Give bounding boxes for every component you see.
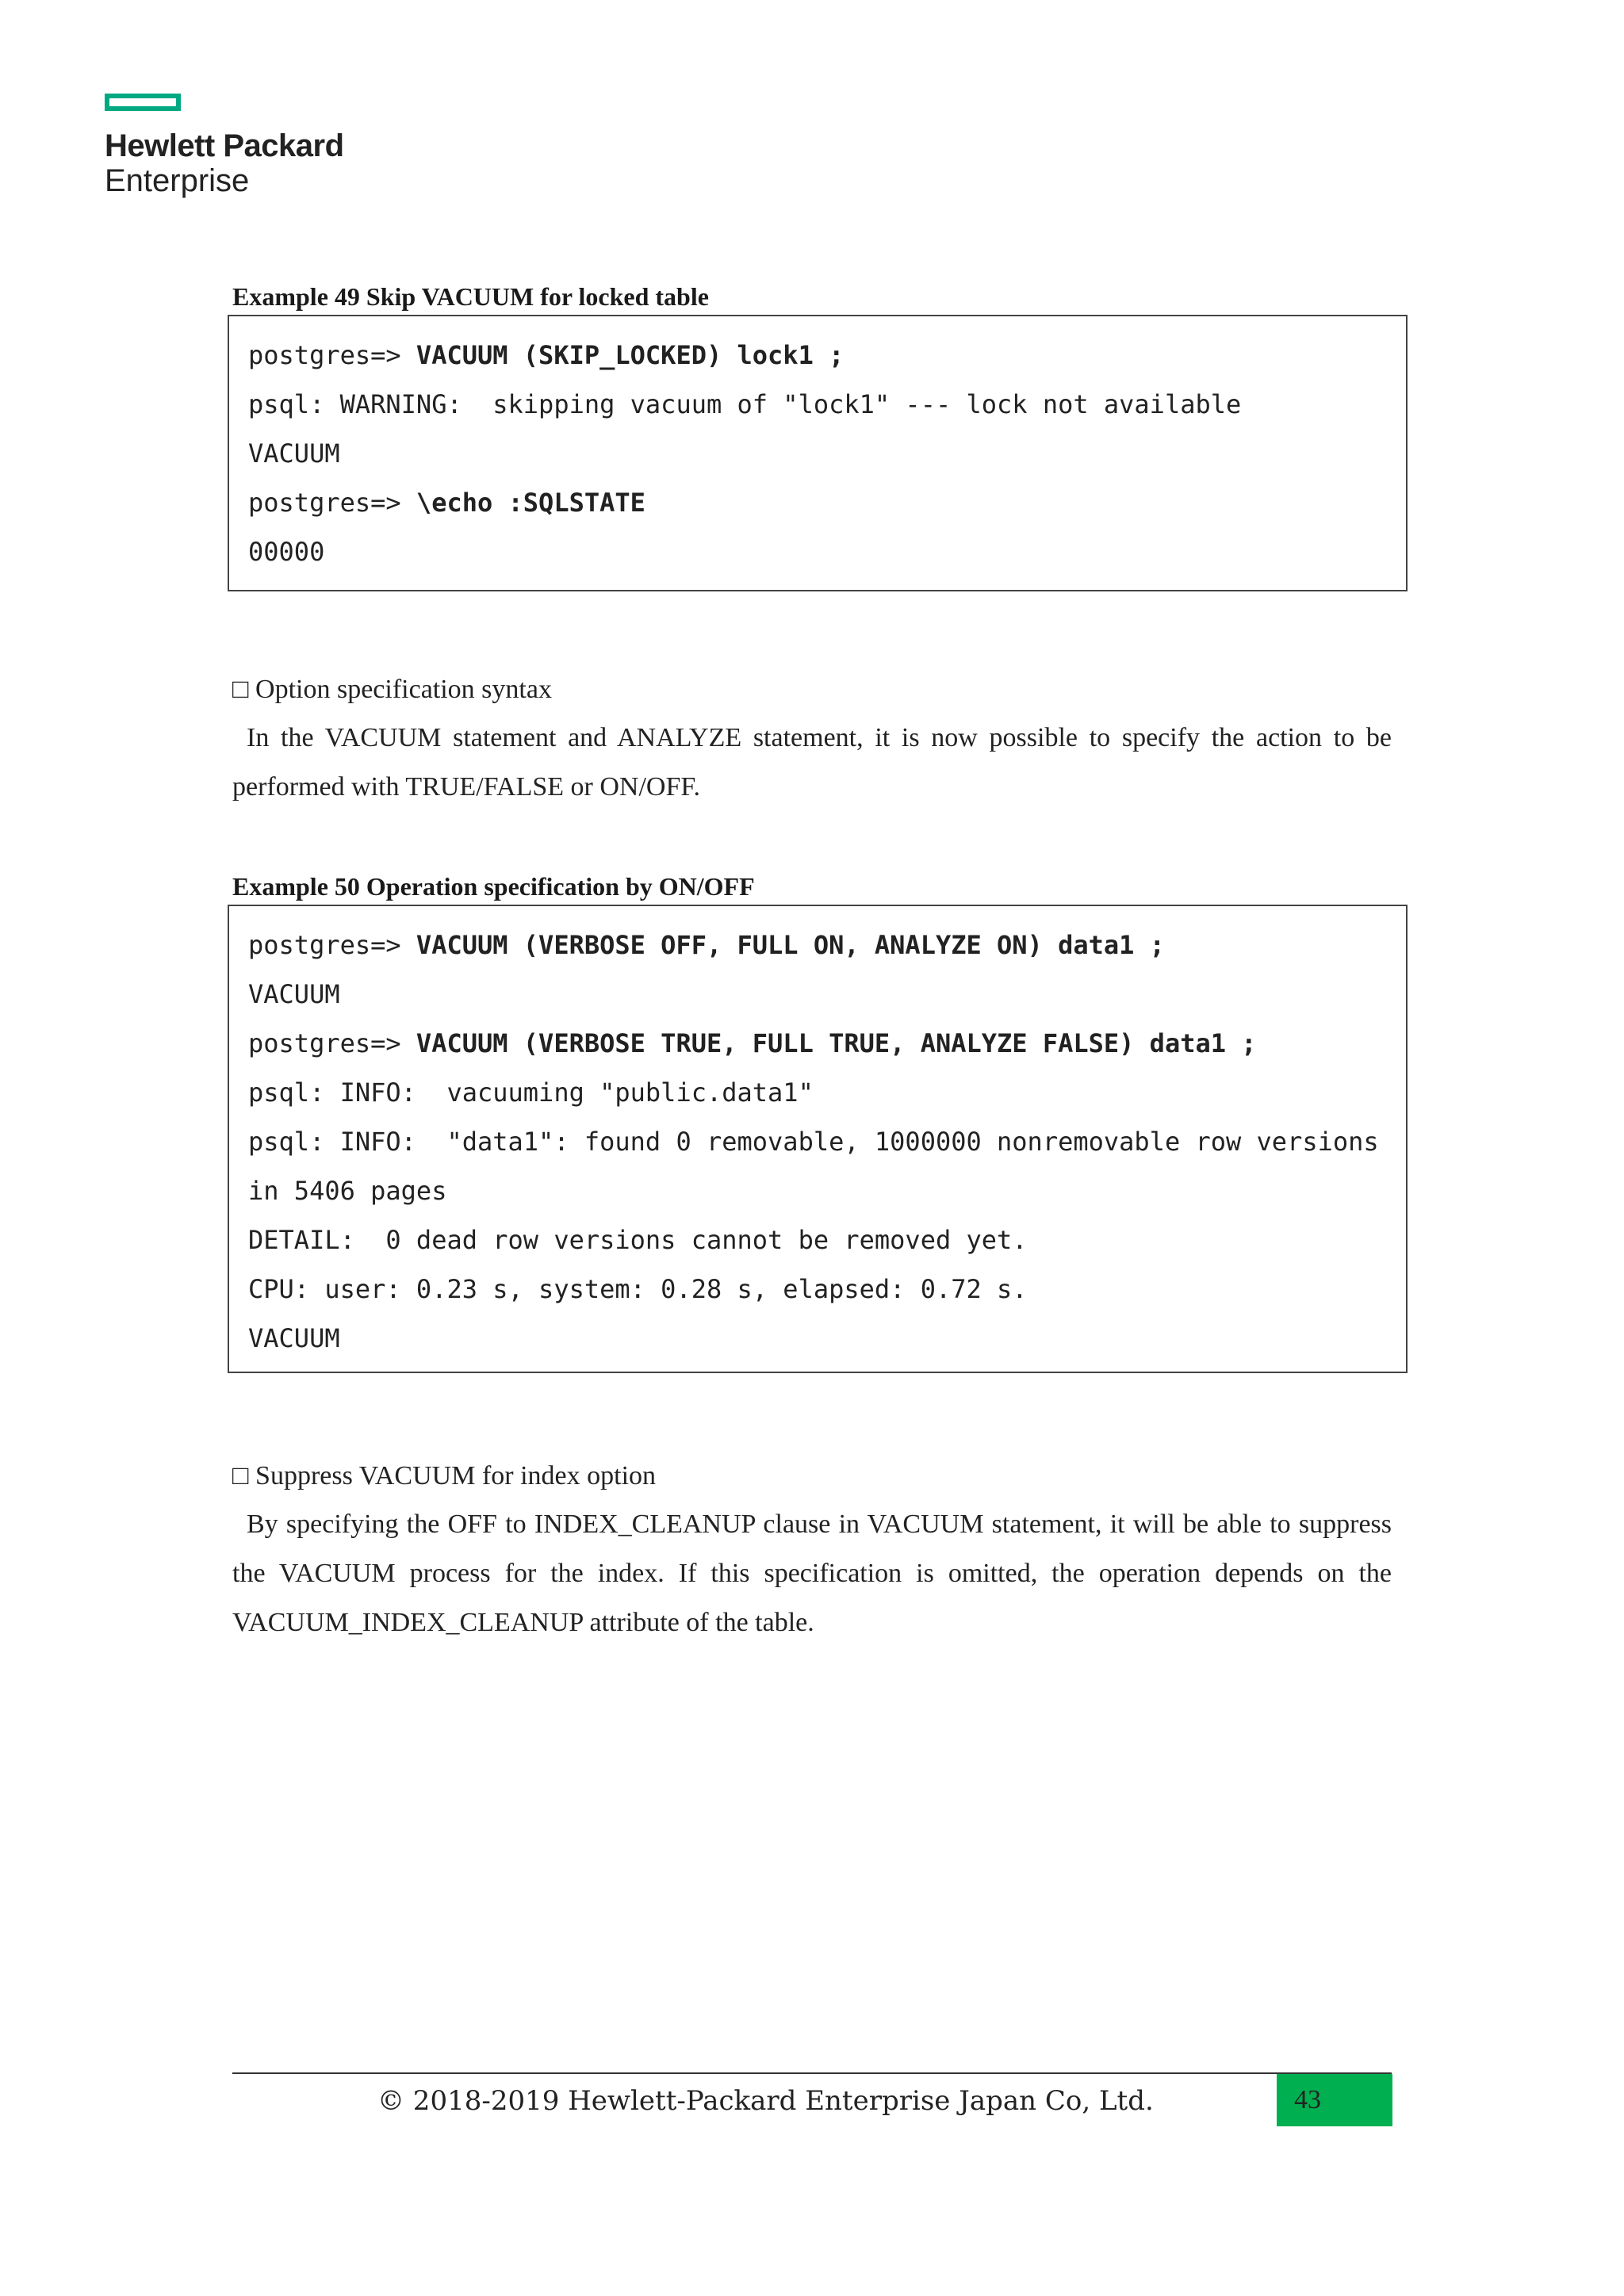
code-line: 00000 <box>248 537 325 567</box>
code-line: psql: INFO: "data1": found 0 removable, 1000000 nonremovable row versions <box>248 1127 1379 1157</box>
option-syntax-paragraph: In the VACUUM statement and ANALYZE statement, it is now possible to specify the action to be performed with TRUE/FALSE or ON/OFF. <box>232 723 1392 802</box>
code-line: postgres=> VACUUM (VERBOSE TRUE, FULL TRUE, ANALYZE FALSE) data1 ; <box>248 1028 1257 1058</box>
logo-wordmark-line2: Enterprise <box>105 163 250 198</box>
hpe-logo <box>105 94 344 198</box>
example-50-caption: Example 50 Operation specification by ON/OFF <box>232 872 755 901</box>
index-option-paragraph: By specifying the OFF to INDEX_CLEANUP clause in VACUUM statement, it will be able to suppress the VACUUM process for the index. If this specification is omitted, the operation depends on the VACUUM_INDEX_CLEANUP attribute of the table. <box>232 1510 1392 1637</box>
footer-copyright: © 2018-2019 Hewlett-Packard Enterprise Japan Co, Ltd. <box>377 2085 1154 2117</box>
code-line: VACUUM <box>248 979 340 1009</box>
index-option-heading: □ Suppress VACUUM for index option <box>232 1461 657 1490</box>
code-line: in 5406 pages <box>248 1176 447 1206</box>
hpe-element-icon <box>105 94 181 111</box>
code-line: DETAIL: 0 dead row versions cannot be removed yet. <box>248 1225 1028 1255</box>
code-line: postgres=> VACUUM (VERBOSE OFF, FULL ON, ANALYZE ON) data1 ; <box>248 930 1165 960</box>
example-50-code-block <box>228 905 1408 1373</box>
code-line: postgres=> VACUUM (SKIP_LOCKED) lock1 ; <box>248 340 845 370</box>
page-number: 43 <box>1277 2074 1392 2126</box>
example-49-code-block <box>228 315 1408 591</box>
code-line: psql: WARNING: skipping vacuum of "lock1" --- lock not available <box>248 389 1242 419</box>
code-line: postgres=> \echo :SQLSTATE <box>248 488 645 518</box>
code-line: VACUUM <box>248 1323 340 1353</box>
footer-rule <box>232 2072 1392 2074</box>
option-syntax-heading: □ Option specification syntax <box>232 675 552 704</box>
code-line: CPU: user: 0.23 s, system: 0.28 s, elapsed: 0.72 s. <box>248 1274 1028 1304</box>
code-line: VACUUM <box>248 438 340 469</box>
code-line: psql: INFO: vacuuming "public.data1" <box>248 1077 814 1108</box>
logo-wordmark-line1: Hewlett Packard <box>105 128 344 163</box>
example-49-caption: Example 49 Skip VACUUM for locked table <box>232 282 709 311</box>
